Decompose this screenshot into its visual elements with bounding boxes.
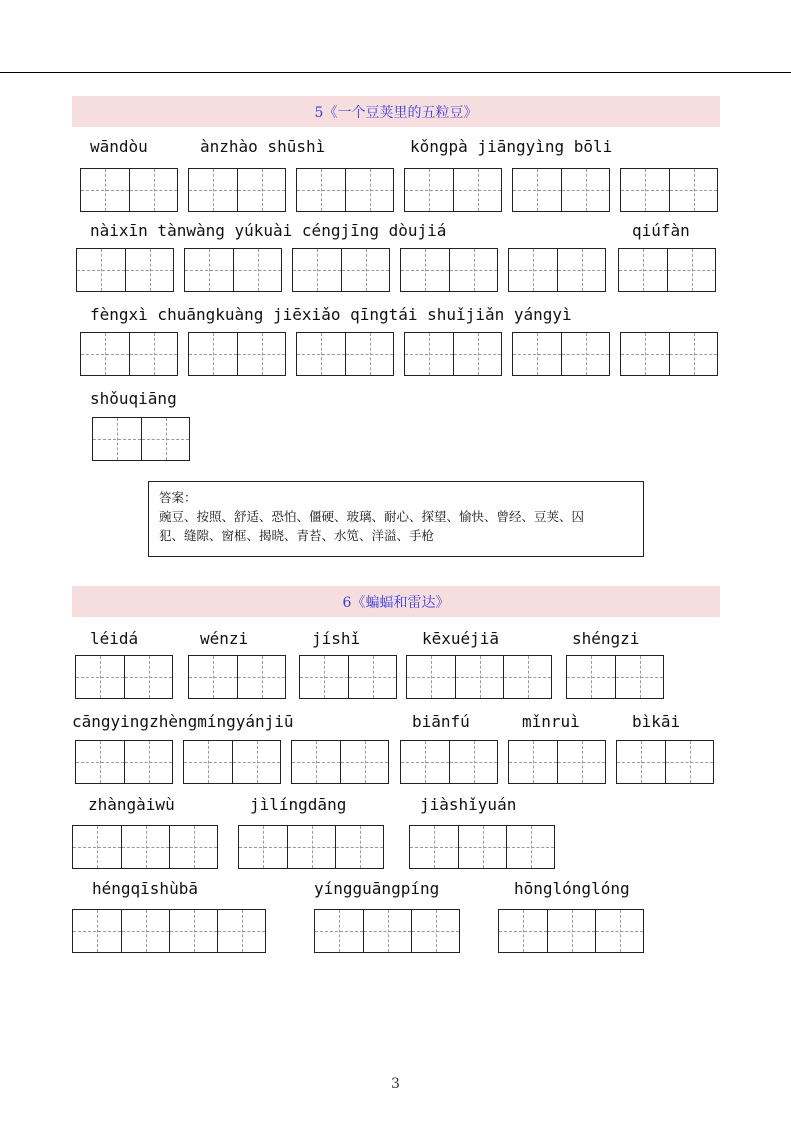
writing-box[interactable] — [498, 909, 644, 953]
pinyin-minrui: mǐnruì — [522, 712, 580, 731]
pinyin-wandou: wāndòu — [90, 137, 148, 156]
pinyin-fengxi-chuangkuang-jiexiao-qingtai-shuijian-yangyi: fèngxì chuāngkuàng jiēxiǎo qīngtái shuǐjiǎn yángyì — [90, 305, 572, 324]
pinyin-zhangaiwu: zhàngàiwù — [88, 795, 175, 814]
writing-box[interactable] — [72, 909, 266, 953]
section-5-title: 5《一个豆荚里的五粒豆》 — [72, 96, 720, 127]
pinyin-honglonglong: hōnglónglóng — [514, 879, 630, 898]
writing-box[interactable] — [72, 825, 218, 869]
writing-box[interactable] — [404, 332, 502, 376]
writing-box[interactable] — [75, 740, 173, 784]
pinyin-shengzi: shéngzi — [572, 629, 640, 648]
writing-box[interactable] — [238, 825, 384, 869]
writing-box[interactable] — [296, 332, 394, 376]
pinyin-leida: léidá — [90, 629, 139, 648]
writing-box[interactable] — [404, 168, 502, 212]
pinyin-wenzi: wénzi — [200, 629, 249, 648]
writing-box[interactable] — [618, 248, 716, 292]
answer-line-1: 豌豆、按照、舒适、恐怕、僵硬、玻璃、耐心、探望、愉快、曾经、豆荚、囚 — [159, 509, 585, 524]
writing-box[interactable] — [299, 655, 397, 699]
writing-box[interactable] — [188, 168, 286, 212]
pinyin-jiashiyuan: jiàshǐyuán — [420, 795, 517, 814]
writing-box[interactable] — [291, 740, 389, 784]
page-number: 3 — [391, 1076, 400, 1092]
pinyin-hengqishuba: héngqīshùbā — [92, 879, 198, 898]
writing-box[interactable] — [80, 168, 178, 212]
header-rule — [0, 72, 791, 73]
writing-box[interactable] — [296, 168, 394, 212]
writing-box[interactable] — [406, 655, 552, 699]
pinyin-shouqiang: shǒuqiāng — [90, 389, 177, 408]
writing-box[interactable] — [508, 248, 606, 292]
answer-label: 答案： — [159, 490, 197, 505]
writing-box[interactable] — [75, 655, 173, 699]
pinyin-bikai: bìkāi — [632, 712, 681, 731]
writing-box[interactable] — [188, 655, 286, 699]
writing-box[interactable] — [620, 332, 718, 376]
section-6-title: 6《蝙蝠和雷达》 — [72, 586, 720, 617]
pinyin-naixin-tanwang-yukuai-cengjing-doujia: nàixīn tànwàng yúkuài céngjīng dòujiá — [90, 221, 447, 240]
pinyin-qiufan: qiúfàn — [632, 221, 690, 240]
writing-box[interactable] — [314, 909, 460, 953]
writing-box[interactable] — [188, 332, 286, 376]
pinyin-jilingdang: jìlíngdāng — [250, 795, 347, 814]
pinyin-jishi: jíshǐ — [312, 629, 361, 648]
pinyin-anzhao-shushi: ànzhào shūshì — [200, 137, 326, 156]
pinyin-bianfu: biānfú — [412, 712, 470, 731]
writing-box[interactable] — [616, 740, 714, 784]
writing-box[interactable] — [292, 248, 390, 292]
writing-box[interactable] — [566, 655, 664, 699]
writing-box[interactable] — [409, 825, 555, 869]
writing-box[interactable] — [400, 740, 498, 784]
answer-box — [148, 481, 644, 557]
pinyin-cangying-zhengming-yanjiu: cāngyingzhèngmíngyánjiū — [72, 712, 294, 731]
answer-line-2: 犯、缝隙、窗框、揭晓、青苔、水笕、洋溢、手枪 — [159, 528, 435, 543]
writing-box[interactable] — [183, 740, 281, 784]
pinyin-kongpa-jiangying-boli: kǒngpà jiāngyìng bōli — [410, 137, 613, 156]
writing-box[interactable] — [508, 740, 606, 784]
writing-box[interactable] — [620, 168, 718, 212]
writing-box[interactable] — [92, 417, 190, 461]
writing-box[interactable] — [76, 248, 174, 292]
pinyin-yingguangping: yíngguāngpíng — [314, 879, 440, 898]
writing-box[interactable] — [400, 248, 498, 292]
writing-box[interactable] — [184, 248, 282, 292]
writing-box[interactable] — [80, 332, 178, 376]
pinyin-kexuejia: kēxuéjiā — [422, 629, 500, 648]
writing-box[interactable] — [512, 332, 610, 376]
writing-box[interactable] — [512, 168, 610, 212]
